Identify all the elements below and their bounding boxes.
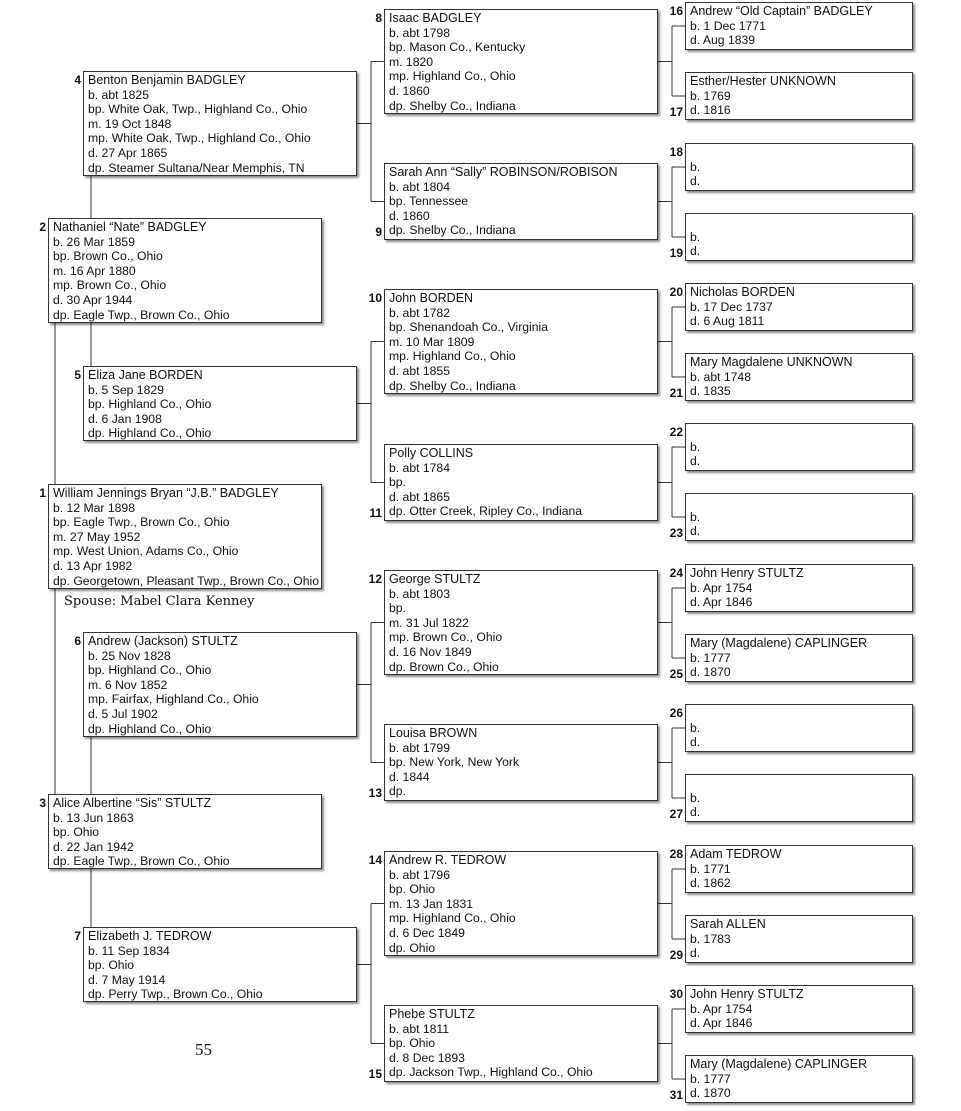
person-detail: dp. Eagle Twp., Brown Co., Ohio (53, 307, 230, 322)
ahnentafel-number: 9 (375, 225, 382, 239)
person-detail: mp. West Union, Adams Co., Ohio (53, 544, 239, 559)
person-name: Louisa BROWN (389, 726, 478, 740)
person-detail: b. 13 Jun 1863 (53, 810, 134, 825)
person-box-25 (685, 634, 913, 682)
person-name: Polly COLLINS (389, 446, 474, 460)
person-detail: bp. Tennessee (389, 194, 469, 209)
person-detail: b. (690, 159, 701, 174)
person-detail: b. abt 1796 (389, 867, 450, 882)
person-detail: dp. Brown Co., Ohio (389, 659, 499, 674)
person-detail: mp. Highland Co., Ohio (389, 349, 516, 364)
person-detail: m. 31 Jul 1822 (389, 615, 469, 630)
person-box-6 (83, 632, 357, 737)
person-detail: d. 22 Jan 1942 (53, 839, 134, 854)
person-detail: dp. Shelby Co., Indiana (389, 98, 516, 113)
person-name: Nicholas BORDEN (690, 285, 795, 299)
person-detail: bp. Eagle Twp., Brown Co., Ohio (53, 515, 230, 530)
person-name: Mary (Magdalene) CAPLINGER (690, 636, 868, 650)
spouse-note: Spouse: Mabel Clara Kenney (64, 594, 255, 609)
ahnentafel-number: 25 (669, 667, 683, 681)
person-detail: d. Aug 1839 (690, 33, 756, 48)
person-box-5 (83, 366, 357, 441)
person-detail: d. Apr 1846 (690, 1016, 753, 1031)
person-detail: bp. Highland Co., Ohio (88, 663, 212, 678)
person-detail: mp. Fairfax, Highland Co., Ohio (88, 692, 259, 707)
person-box-13 (384, 724, 658, 801)
ahnentafel-number: 6 (74, 634, 81, 648)
person-detail: bp. New York, New York (389, 755, 520, 770)
ahnentafel-number: 19 (669, 246, 683, 260)
person-detail: m. 1820 (389, 54, 434, 69)
person-box-20 (685, 283, 913, 331)
ahnentafel-number: 11 (369, 506, 382, 520)
ahnentafel-number: 29 (669, 948, 683, 962)
person-detail: bp. (389, 475, 406, 490)
ahnentafel-number: 16 (669, 4, 683, 18)
person-name: Alice Albertine “Sis” STULTZ (53, 796, 212, 810)
person-detail: mp. Brown Co., Ohio (389, 630, 503, 645)
ahnentafel-number: 4 (74, 73, 81, 87)
person-name (690, 425, 908, 440)
person-detail: d. Apr 1846 (690, 595, 753, 610)
ahnentafel-number: 23 (669, 526, 683, 540)
person-detail: d. (690, 454, 701, 469)
person-detail: d. 30 Apr 1944 (53, 292, 133, 307)
person-detail: d. 8 Dec 1893 (389, 1050, 465, 1065)
person-box-3 (48, 794, 322, 869)
person-box-27 (685, 774, 913, 822)
person-detail: b. 1777 (690, 650, 731, 665)
ahnentafel-number: 21 (669, 386, 683, 400)
ahnentafel-number: 15 (368, 1067, 382, 1081)
ahnentafel-number: 28 (669, 847, 683, 861)
person-box-28 (685, 845, 913, 893)
person-detail: bp. Shenandoah Co., Virginia (389, 320, 549, 335)
person-detail: dp. Jackson Twp., Highland Co., Ohio (389, 1065, 593, 1080)
person-name: John BORDEN (389, 291, 474, 305)
person-name: Andrew R. TEDROW (389, 853, 507, 867)
person-detail: b. (690, 229, 701, 244)
person-box-29 (685, 915, 913, 963)
person-name: Elizabeth J. TEDROW (88, 929, 212, 943)
person-detail: b. abt 1782 (389, 305, 450, 320)
person-box-14 (384, 851, 658, 956)
person-name: Phebe STULTZ (389, 1007, 475, 1021)
person-detail: mp. Brown Co., Ohio (53, 278, 167, 293)
person-detail: bp. Ohio (389, 1036, 436, 1051)
ahnentafel-number: 27 (669, 807, 683, 821)
person-name: Andrew (Jackson) STULTZ (88, 634, 238, 648)
person-detail: d. 27 Apr 1865 (88, 145, 168, 160)
person-detail: b. abt 1798 (389, 25, 450, 40)
person-detail: d. 1860 (389, 83, 430, 98)
person-detail: bp. (389, 601, 406, 616)
person-detail: b. Apr 1754 (690, 1001, 753, 1016)
person-detail: d. (690, 805, 701, 820)
person-detail: b. (690, 439, 701, 454)
person-detail: b. abt 1748 (690, 369, 751, 384)
person-detail: m. 6 Nov 1852 (88, 677, 168, 692)
person-name (690, 706, 908, 721)
person-box-2 (48, 218, 322, 323)
person-detail: dp. Shelby Co., Indiana (389, 223, 516, 238)
person-detail: d. 6 Jan 1908 (88, 411, 162, 426)
person-detail: b. 26 Mar 1859 (53, 234, 135, 249)
person-detail: d. (690, 174, 701, 189)
person-detail: m. 13 Jan 1831 (389, 896, 474, 911)
person-box-10 (384, 289, 658, 394)
person-box-23 (685, 493, 913, 541)
person-detail: b. (690, 790, 701, 805)
person-detail: d. (690, 946, 701, 961)
ahnentafel-number: 5 (74, 368, 81, 382)
person-detail: b. 25 Nov 1828 (88, 648, 171, 663)
person-detail: b. 1777 (690, 1071, 731, 1086)
person-box-9 (384, 163, 658, 240)
person-detail: d. 5 Jul 1902 (88, 706, 158, 721)
person-detail: d. (690, 735, 701, 750)
person-name: Sarah Ann “Sally” ROBINSON/ROBISON (389, 165, 618, 179)
person-box-24 (685, 564, 913, 612)
person-detail: b. abt 1799 (389, 740, 450, 755)
person-detail: dp. Ohio (389, 940, 436, 955)
person-name: George STULTZ (389, 572, 481, 586)
person-detail: b. 17 Dec 1737 (690, 299, 773, 314)
person-detail: dp. Georgetown, Pleasant Twp., Brown Co., Ohio (53, 573, 320, 588)
ahnentafel-number: 2 (39, 220, 46, 234)
person-box-31 (685, 1055, 913, 1103)
person-detail: d. 1870 (690, 665, 731, 680)
person-box-8 (384, 9, 658, 114)
person-box-7 (83, 927, 357, 1002)
person-name (690, 145, 908, 160)
person-box-11 (384, 444, 658, 521)
person-detail: bp. Mason Co., Kentucky (389, 40, 526, 55)
ahnentafel-number: 30 (669, 987, 683, 1001)
person-detail: d. 7 May 1914 (88, 972, 166, 987)
person-detail: d. 1860 (389, 208, 430, 223)
person-detail: b. (690, 509, 701, 524)
person-detail: m. 16 Apr 1880 (53, 263, 136, 278)
ahnentafel-number: 1 (39, 486, 46, 500)
person-detail: d. (690, 244, 701, 259)
person-detail: d. 6 Aug 1811 (690, 314, 765, 329)
person-name: Adam TEDROW (690, 847, 782, 861)
person-name: John Henry STULTZ (690, 566, 804, 580)
page-number: 55 (195, 1040, 212, 1059)
person-box-1 (48, 484, 322, 589)
person-detail: b. abt 1803 (389, 586, 450, 601)
ahnentafel-number: 20 (669, 285, 683, 299)
ahnentafel-number: 18 (669, 145, 683, 159)
person-detail: d. 1844 (389, 769, 430, 784)
person-box-4 (83, 71, 357, 176)
person-name: Esther/Hester UNKNOWN (690, 74, 836, 88)
person-detail: b. abt 1825 (88, 87, 149, 102)
person-detail: d. abt 1865 (389, 489, 450, 504)
person-detail: b. 11 Sep 1834 (88, 943, 170, 958)
ahnentafel-number: 26 (669, 706, 683, 720)
person-name: Isaac BADGLEY (389, 11, 482, 25)
person-name (690, 495, 908, 510)
person-detail: dp. Eagle Twp., Brown Co., Ohio (53, 854, 230, 869)
person-detail: dp. Perry Twp., Brown Co., Ohio (88, 987, 263, 1002)
person-detail: b. abt 1804 (389, 179, 450, 194)
person-detail: b. abt 1784 (389, 460, 450, 475)
person-detail: bp. Brown Co., Ohio (53, 249, 163, 264)
person-detail: b. Apr 1754 (690, 580, 753, 595)
person-detail: d. (690, 524, 701, 539)
person-detail: bp. Ohio (53, 825, 100, 840)
ahnentafel-number: 24 (669, 566, 683, 580)
person-detail: mp. Highland Co., Ohio (389, 911, 516, 926)
person-detail: bp. Ohio (88, 958, 135, 973)
person-detail: d. 16 Nov 1849 (389, 644, 472, 659)
person-detail: m. 19 Oct 1848 (88, 116, 172, 131)
ahnentafel-number: 17 (669, 105, 683, 119)
person-detail: b. 1769 (690, 88, 731, 103)
person-box-26 (685, 704, 913, 752)
person-name: Benton Benjamin BADGLEY (88, 73, 246, 87)
person-box-30 (685, 985, 913, 1033)
person-detail: dp. Steamer Sultana/Near Memphis, TN (88, 160, 305, 175)
person-detail: d. 1862 (690, 876, 731, 891)
person-box-16 (685, 2, 913, 50)
person-name: John Henry STULTZ (690, 987, 804, 1001)
person-detail: b. abt 1811 (389, 1021, 450, 1036)
person-detail: d. 1870 (690, 1086, 731, 1101)
person-detail: mp. White Oak, Twp., Highland Co., Ohio (88, 131, 311, 146)
ahnentafel-number: 14 (368, 853, 382, 867)
person-detail: dp. Shelby Co., Indiana (389, 378, 516, 393)
ahnentafel-number: 13 (368, 786, 382, 800)
person-detail: m. 10 Mar 1809 (389, 334, 475, 349)
person-name: Eliza Jane BORDEN (88, 368, 203, 382)
person-detail: b. 1771 (690, 861, 731, 876)
ahnentafel-number: 22 (669, 425, 683, 439)
ahnentafel-number: 31 (669, 1088, 683, 1102)
person-name: Nathaniel “Nate” BADGLEY (53, 220, 207, 234)
person-name: Mary Magdalene UNKNOWN (690, 355, 853, 369)
person-box-21 (685, 353, 913, 401)
person-detail: dp. Highland Co., Ohio (88, 426, 212, 441)
person-box-19 (685, 213, 913, 261)
person-detail: dp. (389, 784, 406, 799)
person-detail: b. 1 Dec 1771 (690, 18, 766, 33)
ahnentafel-number: 3 (39, 796, 46, 810)
person-name: William Jennings Bryan “J.B.” BADGLEY (53, 486, 279, 500)
person-detail: d. abt 1855 (389, 363, 450, 378)
person-detail: d. 13 Apr 1982 (53, 558, 133, 573)
person-box-12 (384, 570, 658, 675)
ahnentafel-number: 7 (74, 929, 81, 943)
person-detail: mp. Highland Co., Ohio (389, 69, 516, 84)
person-box-17 (685, 72, 913, 120)
person-detail: d. 1816 (690, 103, 731, 118)
person-name: Mary (Magdalene) CAPLINGER (690, 1057, 868, 1071)
person-detail: m. 27 May 1952 (53, 529, 141, 544)
person-name: Andrew “Old Captain” BADGLEY (690, 4, 873, 18)
person-detail: d. 1835 (690, 384, 731, 399)
ahnentafel-number: 8 (375, 11, 382, 25)
person-detail: dp. Highland Co., Ohio (88, 721, 212, 736)
person-box-18 (685, 143, 913, 191)
person-name: Sarah ALLEN (690, 917, 766, 931)
ahnentafel-number: 12 (368, 572, 382, 586)
person-box-15 (384, 1005, 658, 1082)
person-detail: d. 6 Dec 1849 (389, 925, 465, 940)
person-detail: bp. Ohio (389, 882, 436, 897)
person-box-22 (685, 423, 913, 471)
person-detail: b. 1783 (690, 931, 731, 946)
person-detail: bp. White Oak, Twp., Highland Co., Ohio (88, 102, 308, 117)
person-name (690, 776, 908, 791)
person-detail: dp. Otter Creek, Ripley Co., Indiana (389, 504, 583, 519)
person-detail: bp. Highland Co., Ohio (88, 397, 212, 412)
person-detail: b. (690, 720, 701, 735)
person-detail: b. 5 Sep 1829 (88, 382, 164, 397)
ahnentafel-number: 10 (368, 291, 382, 305)
person-name (690, 215, 908, 230)
person-detail: b. 12 Mar 1898 (53, 500, 135, 515)
